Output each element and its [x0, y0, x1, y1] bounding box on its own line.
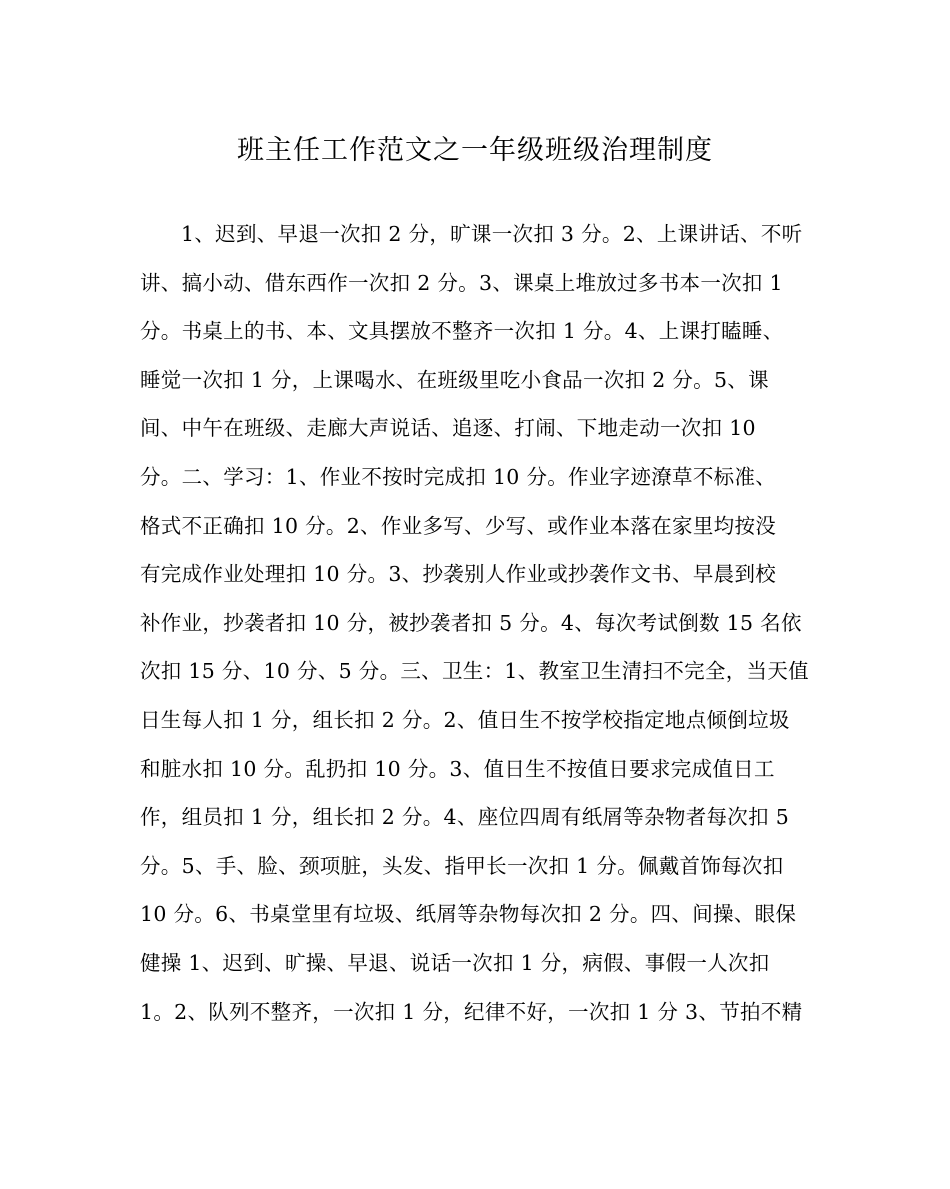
text-line: 分。书桌上的书、本、文具摆放不整齐一次扣 1 分。4、上课打瞌睡、 — [140, 319, 784, 344]
text-line: 讲、搞小动、借东西作一次扣 2 分。3、课桌上堆放过多书本一次扣 1 — [140, 270, 783, 295]
text-line: 睡觉一次扣 1 分，上课喝水、在班级里吃小食品一次扣 2 分。5、课 — [140, 367, 769, 392]
text-line: 和脏水扣 10 分。乱扔扣 10 分。3、值日生不按值日要求完成值日工 — [140, 756, 775, 781]
text-line: 作，组员扣 1 分，组长扣 2 分。4、座位四周有纸屑等杂物者每次扣 5 — [140, 805, 790, 830]
text-line: 格式不正确扣 10 分。2、作业多写、少写、或作业本落在家里均按没 — [140, 513, 777, 538]
text-line: 日生每人扣 1 分，组长扣 2 分。2、值日生不按学校指定地点倾倒垃圾 — [140, 707, 790, 732]
text-line: 补作业，抄袭者扣 10 分，被抄袭者扣 5 分。4、每次考试倒数 15 名依 — [140, 610, 802, 635]
text-line: 1、迟到、早退一次扣 2 分，旷课一次扣 3 分。2、上课讲话、不听 — [181, 222, 803, 246]
text-line: 10 分。6、书桌堂里有垃圾、纸屑等杂物每次扣 2 分。四、间操、眼保 — [140, 902, 797, 927]
text-line: 有完成作业处理扣 10 分。3、抄袭别人作业或抄袭作文书、早晨到校 — [140, 562, 777, 587]
text-line: 健操 1、迟到、旷操、早退、说话一次扣 1 分，病假、事假一人次扣 — [140, 950, 770, 975]
text-line: 分。二、学习：1、作业不按时完成扣 10 分。作业字迹潦草不标准、 — [140, 464, 777, 489]
text-line: 分。5、手、脸、颈项脏，头发、指甲长一次扣 1 分。佩戴首饰每次扣 — [140, 853, 784, 878]
text-line: 1。2、队列不整齐，一次扣 1 分，纪律不好，一次扣 1 分 3、节拍不精 — [140, 999, 803, 1024]
text-line: 间、中午在班级、走廊大声说话、追逐、打闹、下地走动一次扣 10 — [140, 416, 756, 441]
body-text — [140, 220, 820, 1046]
text-line: 次扣 15 分、10 分、5 分。三、卫生：1、教室卫生清扫不完全，当天值 — [140, 659, 809, 684]
page-title: 班主任工作范文之一年级班级治理制度 — [237, 135, 713, 166]
